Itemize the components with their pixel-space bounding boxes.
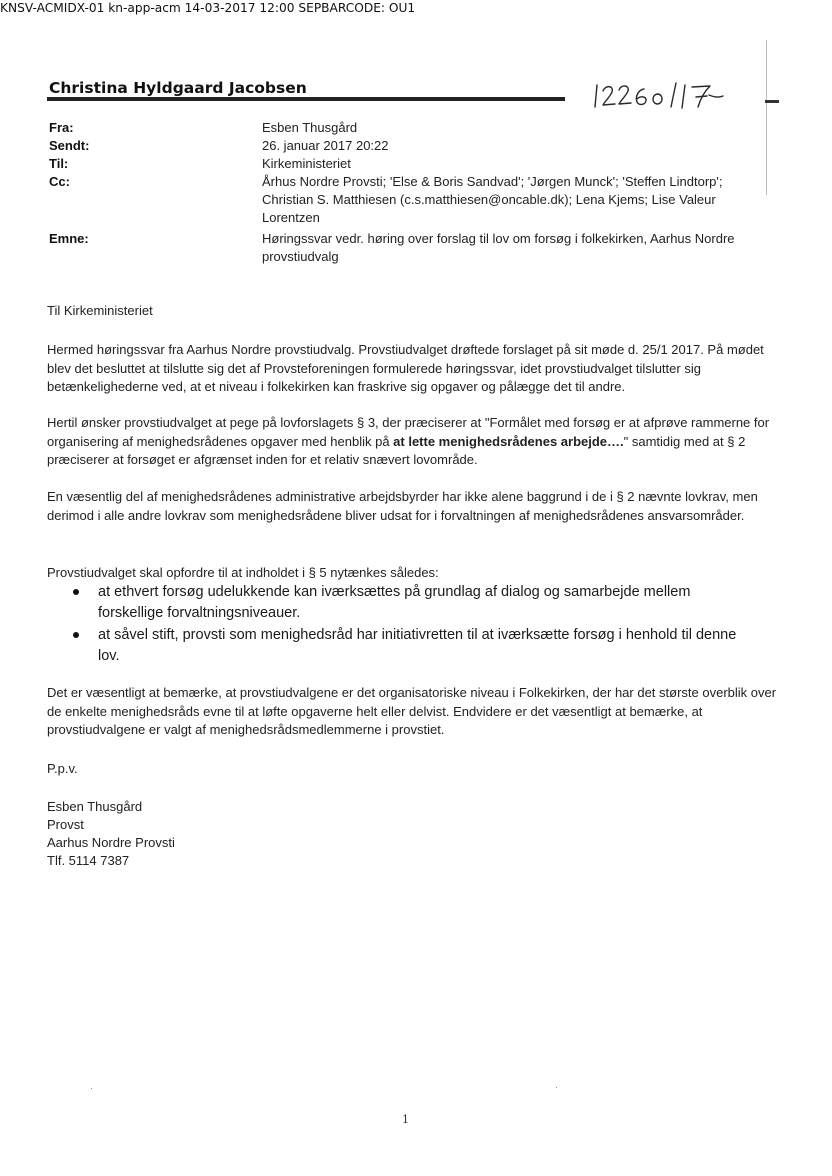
bullet-item bbox=[72, 582, 752, 624]
paragraph-2 bbox=[47, 414, 777, 470]
handwritten-note-image bbox=[592, 77, 732, 111]
paragraph-2-end: " samtidig med at § 2 præciserer at forsøget er afgrænset inden for et relativ snævert lovområde. bbox=[47, 433, 746, 467]
paragraph-4: Provstiudvalget skal opfordre til at indholdet i § 5 nytænkes således: bbox=[47, 565, 439, 580]
cc-label: Cc: bbox=[49, 174, 70, 189]
to-label: Til: bbox=[49, 156, 69, 171]
bullet-text: at ethvert forsøg udelukkende kan iværksættes på grundlag af dialog og samarbejde mellem forskellige forvaltningsniveauer. bbox=[98, 584, 691, 621]
scan-speck bbox=[556, 1087, 557, 1088]
sender-name: Christina Hyldgaard Jacobsen bbox=[49, 79, 307, 97]
signature-phone: Tlf. 5114 7387 bbox=[47, 853, 130, 868]
bullet-dot-icon bbox=[73, 632, 79, 638]
bullet-item bbox=[72, 625, 752, 667]
header-rule-end-mark bbox=[765, 100, 779, 103]
scan-speck bbox=[91, 1088, 92, 1089]
sent-label: Sendt: bbox=[49, 138, 90, 153]
paragraph-5: Det er væsentligt at bemærke, at provstiudvalgene er det organisatoriske niveau i Folkekirken, der har det største overblik over de enkelte menighedsråds evne til at løfte opgaverne helt eller delvist. Endvidere er det væsentligt at bemærke, at provstiudvalgene er valgt af menighedsrådsmedlemmerne i provstiet. bbox=[47, 685, 777, 737]
fax-header-line: KNSV-ACMIDX-01 kn-app-acm 14-03-2017 12:00 SEPBARCODE: OU1 bbox=[0, 1, 416, 15]
bullet-dot-icon bbox=[73, 589, 79, 595]
from-label: Fra: bbox=[49, 120, 74, 135]
subject-value: Høringssvar vedr. høring over forslag til lov om forsøg i folkekirken, Aarhus Nordre provstiudvalg bbox=[262, 231, 735, 264]
signature-name: Esben Thusgård bbox=[47, 799, 143, 814]
paragraph-3: En væsentlig del af menighedsrådenes administrative arbejdsbyrder har ikke alene baggrund i de i § 2 nævnte lovkrav, men derimod i alle andre lovkrav som menighedsrådene bliver udsat for i forvaltningen af menighedsrådenes ansvarsområder. bbox=[47, 489, 758, 523]
sent-value: 26. januar 2017 20:22 bbox=[262, 138, 389, 153]
paragraph-2-start: Hertil ønsker provstiudvalget at pege på lovforslagets § 3, der præciserer at "Formålet med forsøg er at afprøve rammerne for organisering af menighedsrådenes opgaver med henblik på bbox=[47, 415, 770, 449]
cc-value: Århus Nordre Provsti; 'Else & Boris Sandvad'; 'Jørgen Munck'; 'Steffen Lindtorp'; Christian S. Matthiesen (c.s.matthiesen@oncable.dk); Lena Kjems; Lise Valeur Lorentzen bbox=[262, 174, 723, 225]
to-value: Kirkeministeriet bbox=[262, 156, 351, 171]
subject-label: Emne: bbox=[49, 231, 89, 246]
page-number: 1 bbox=[402, 1113, 409, 1126]
handwritten-note bbox=[592, 77, 732, 111]
header-rule bbox=[47, 97, 565, 101]
signature-title: Provst bbox=[47, 817, 84, 832]
bullet-list bbox=[72, 582, 752, 668]
signature-office: Aarhus Nordre Provsti bbox=[47, 835, 175, 850]
from-value: Esben Thusgård bbox=[262, 120, 358, 135]
greeting: Til Kirkeministeriet bbox=[47, 303, 153, 318]
paragraph-1: Hermed høringssvar fra Aarhus Nordre provstiudvalg. Provstiudvalget drøftede forslaget på sit møde d. 25/1 2017. På mødet blev det besluttet at tilslutte sig det af Provsteforeningen formulerede høringssvar, idet provstiudvalget tilslutter sig betænkelighederne ved, at et niveau i folkekirken kan fraskrive sig opgaver og pålægge det til andre. bbox=[47, 342, 764, 394]
ppv: P.p.v. bbox=[47, 761, 78, 776]
paragraph-2-bold: at lette menighedsrådenes arbejde…. bbox=[393, 433, 624, 449]
bullet-text: at såvel stift, provsti som menighedsråd har initiativretten til at iværksætte forsøg i henhold til denne lov. bbox=[98, 627, 737, 664]
